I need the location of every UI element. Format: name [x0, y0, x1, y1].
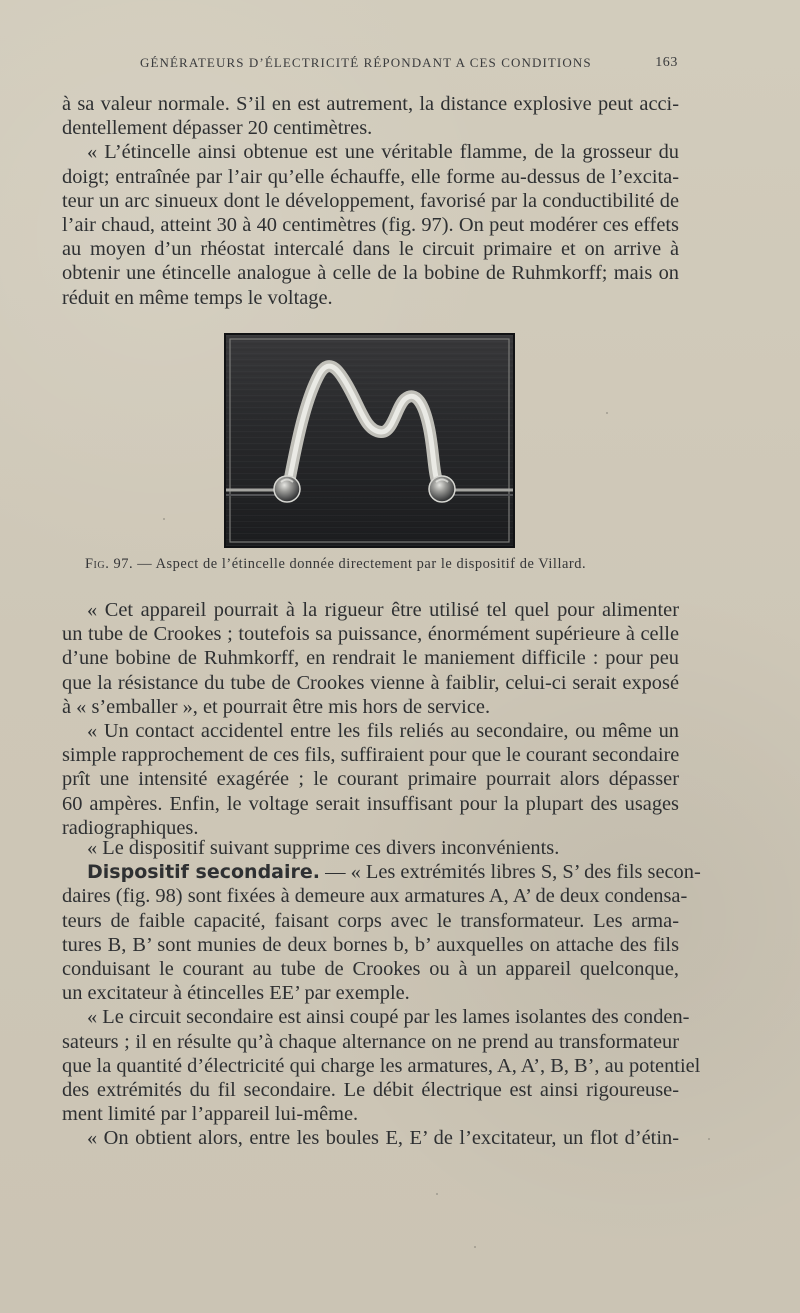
text-line-content: « Cet appareil pourrait à la rigueur être utilisé tel quel pour alimenter — [87, 599, 679, 621]
text-line: simple rapprochement de ces fils, suffiraient pour que le courant secondaire — [62, 744, 680, 767]
figure-number: Fig. 97. — [85, 556, 134, 572]
text-line: à « s’emballer », et pourrait être mis hors de service. — [62, 695, 491, 718]
text-line: un excitateur à étincelles EE’ par exemple. — [62, 982, 410, 1005]
chapter-running-title: GÉNÉRATEURS D’ÉLECTRICITÉ RÉPONDANT A CES CONDITIONS — [140, 55, 592, 70]
text-line: que la quantité d’électricité qui charge les armatures, A, A’, B, B’, au potentiel — [62, 1054, 701, 1077]
text-line: au moyen d’un rhéostat intercalé dans le circuit primaire et on arrive à — [62, 238, 679, 261]
text-line — [62, 1005, 690, 1029]
text-line-content: « Un contact accidentel entre les fils reliés au secondaire, ou même un — [87, 720, 679, 743]
text-line — [62, 1126, 679, 1150]
text-line-content: — « Les extrémités libres S, S’ des fils secon- — [320, 861, 701, 884]
text-line: conduisant le courant au tube de Crookes ou à un appareil quelconque, — [62, 958, 679, 981]
text-line-content: « L’étincelle ainsi obtenue est une véritable flamme, de la grosseur du — [87, 141, 679, 164]
text-line: doigt; entraînée par l’air qu’elle échauffe, elle forme au-dessus de l’excita- — [62, 165, 679, 188]
paper-speck — [606, 412, 608, 414]
spark-illustration — [224, 333, 515, 548]
text-line: d’une bobine de Ruhmkorff, en rendrait le maniement difficile : pour peu — [62, 647, 679, 670]
running-header — [62, 55, 678, 75]
caption-text: — Aspect de l’étincelle donnée directement par le dispositif de Villard. — [137, 556, 587, 572]
text-line: teurs de faible capacité, faisant corps avec le transformateur. Les arma- — [62, 909, 679, 932]
paper-speck — [436, 1193, 438, 1195]
engraving-hatch — [226, 335, 513, 546]
spark-drawing — [226, 335, 513, 546]
text-line-content: « On obtient alors, entre les boules E, E’ de l’excitateur, un flot d’étin- — [87, 1127, 679, 1150]
text-line: tures B, B’ sont munies de deux bornes b, b’ auxquelles on attache des fils — [62, 933, 679, 956]
text-line: ment limité par l’appareil lui-même. — [62, 1103, 359, 1126]
text-line: teur un arc sinueux dont le développement, favorisé par la conductibilité de — [62, 189, 679, 212]
paragraph-block-bottom — [62, 836, 701, 1151]
text-line — [62, 598, 679, 622]
text-line: des extrémités du fil secondaire. Le débit électrique est ainsi rigoureuse- — [62, 1079, 679, 1102]
paragraph-block-top — [62, 92, 679, 310]
text-line: sateurs ; il en résulte qu’à chaque alternance on ne prend au transformateur — [62, 1030, 679, 1053]
page-number: 163 — [655, 55, 678, 70]
text-line-content: « Le circuit secondaire est ainsi coupé par les lames isolantes des conden- — [87, 1006, 690, 1029]
text-line: 60 ampères. Enfin, le voltage serait insuffisant pour la plupart des usages — [62, 792, 679, 815]
text-line: dentellement dépasser 20 centimètres. — [62, 117, 373, 140]
paper-speck — [163, 518, 165, 520]
text-line: à sa valeur normale. S’il en est autrement, la distance explosive peut acci- — [62, 93, 679, 115]
text-line — [62, 860, 701, 884]
figure-caption — [85, 556, 675, 573]
text-line-content: « Le dispositif suivant supprime ces divers inconvénients. — [87, 837, 560, 859]
text-line: prît une intensité exagérée ; le courant primaire pourrait alors dépasser — [62, 768, 679, 791]
text-line: daires (fig. 98) sont fixées à demeure aux armatures A, A’ de deux condensa- — [62, 885, 688, 908]
text-line — [62, 719, 679, 743]
text-line: obtenir une étincelle analogue à celle de la bobine de Ruhmkorff; mais on — [62, 262, 679, 285]
text-line: radiographiques. — [62, 816, 199, 839]
text-line: un tube de Crookes ; toutefois sa puissance, énormément supérieure à celle — [62, 623, 679, 646]
paragraph-block-middle — [62, 598, 679, 840]
paper-speck — [474, 1246, 476, 1248]
paper-speck — [708, 1138, 710, 1140]
text-line — [62, 140, 679, 164]
text-line: que la résistance du tube de Crookes vienne à faiblir, celui-ci serait exposé — [62, 671, 679, 694]
section-heading: Dispositif secondaire. — [87, 861, 320, 884]
text-line: réduit en même temps le voltage. — [62, 286, 333, 309]
text-line: l’air chaud, atteint 30 à 40 centimètres (fig. 97). On peut modérer ces effets — [62, 214, 679, 237]
text-line — [62, 836, 679, 860]
